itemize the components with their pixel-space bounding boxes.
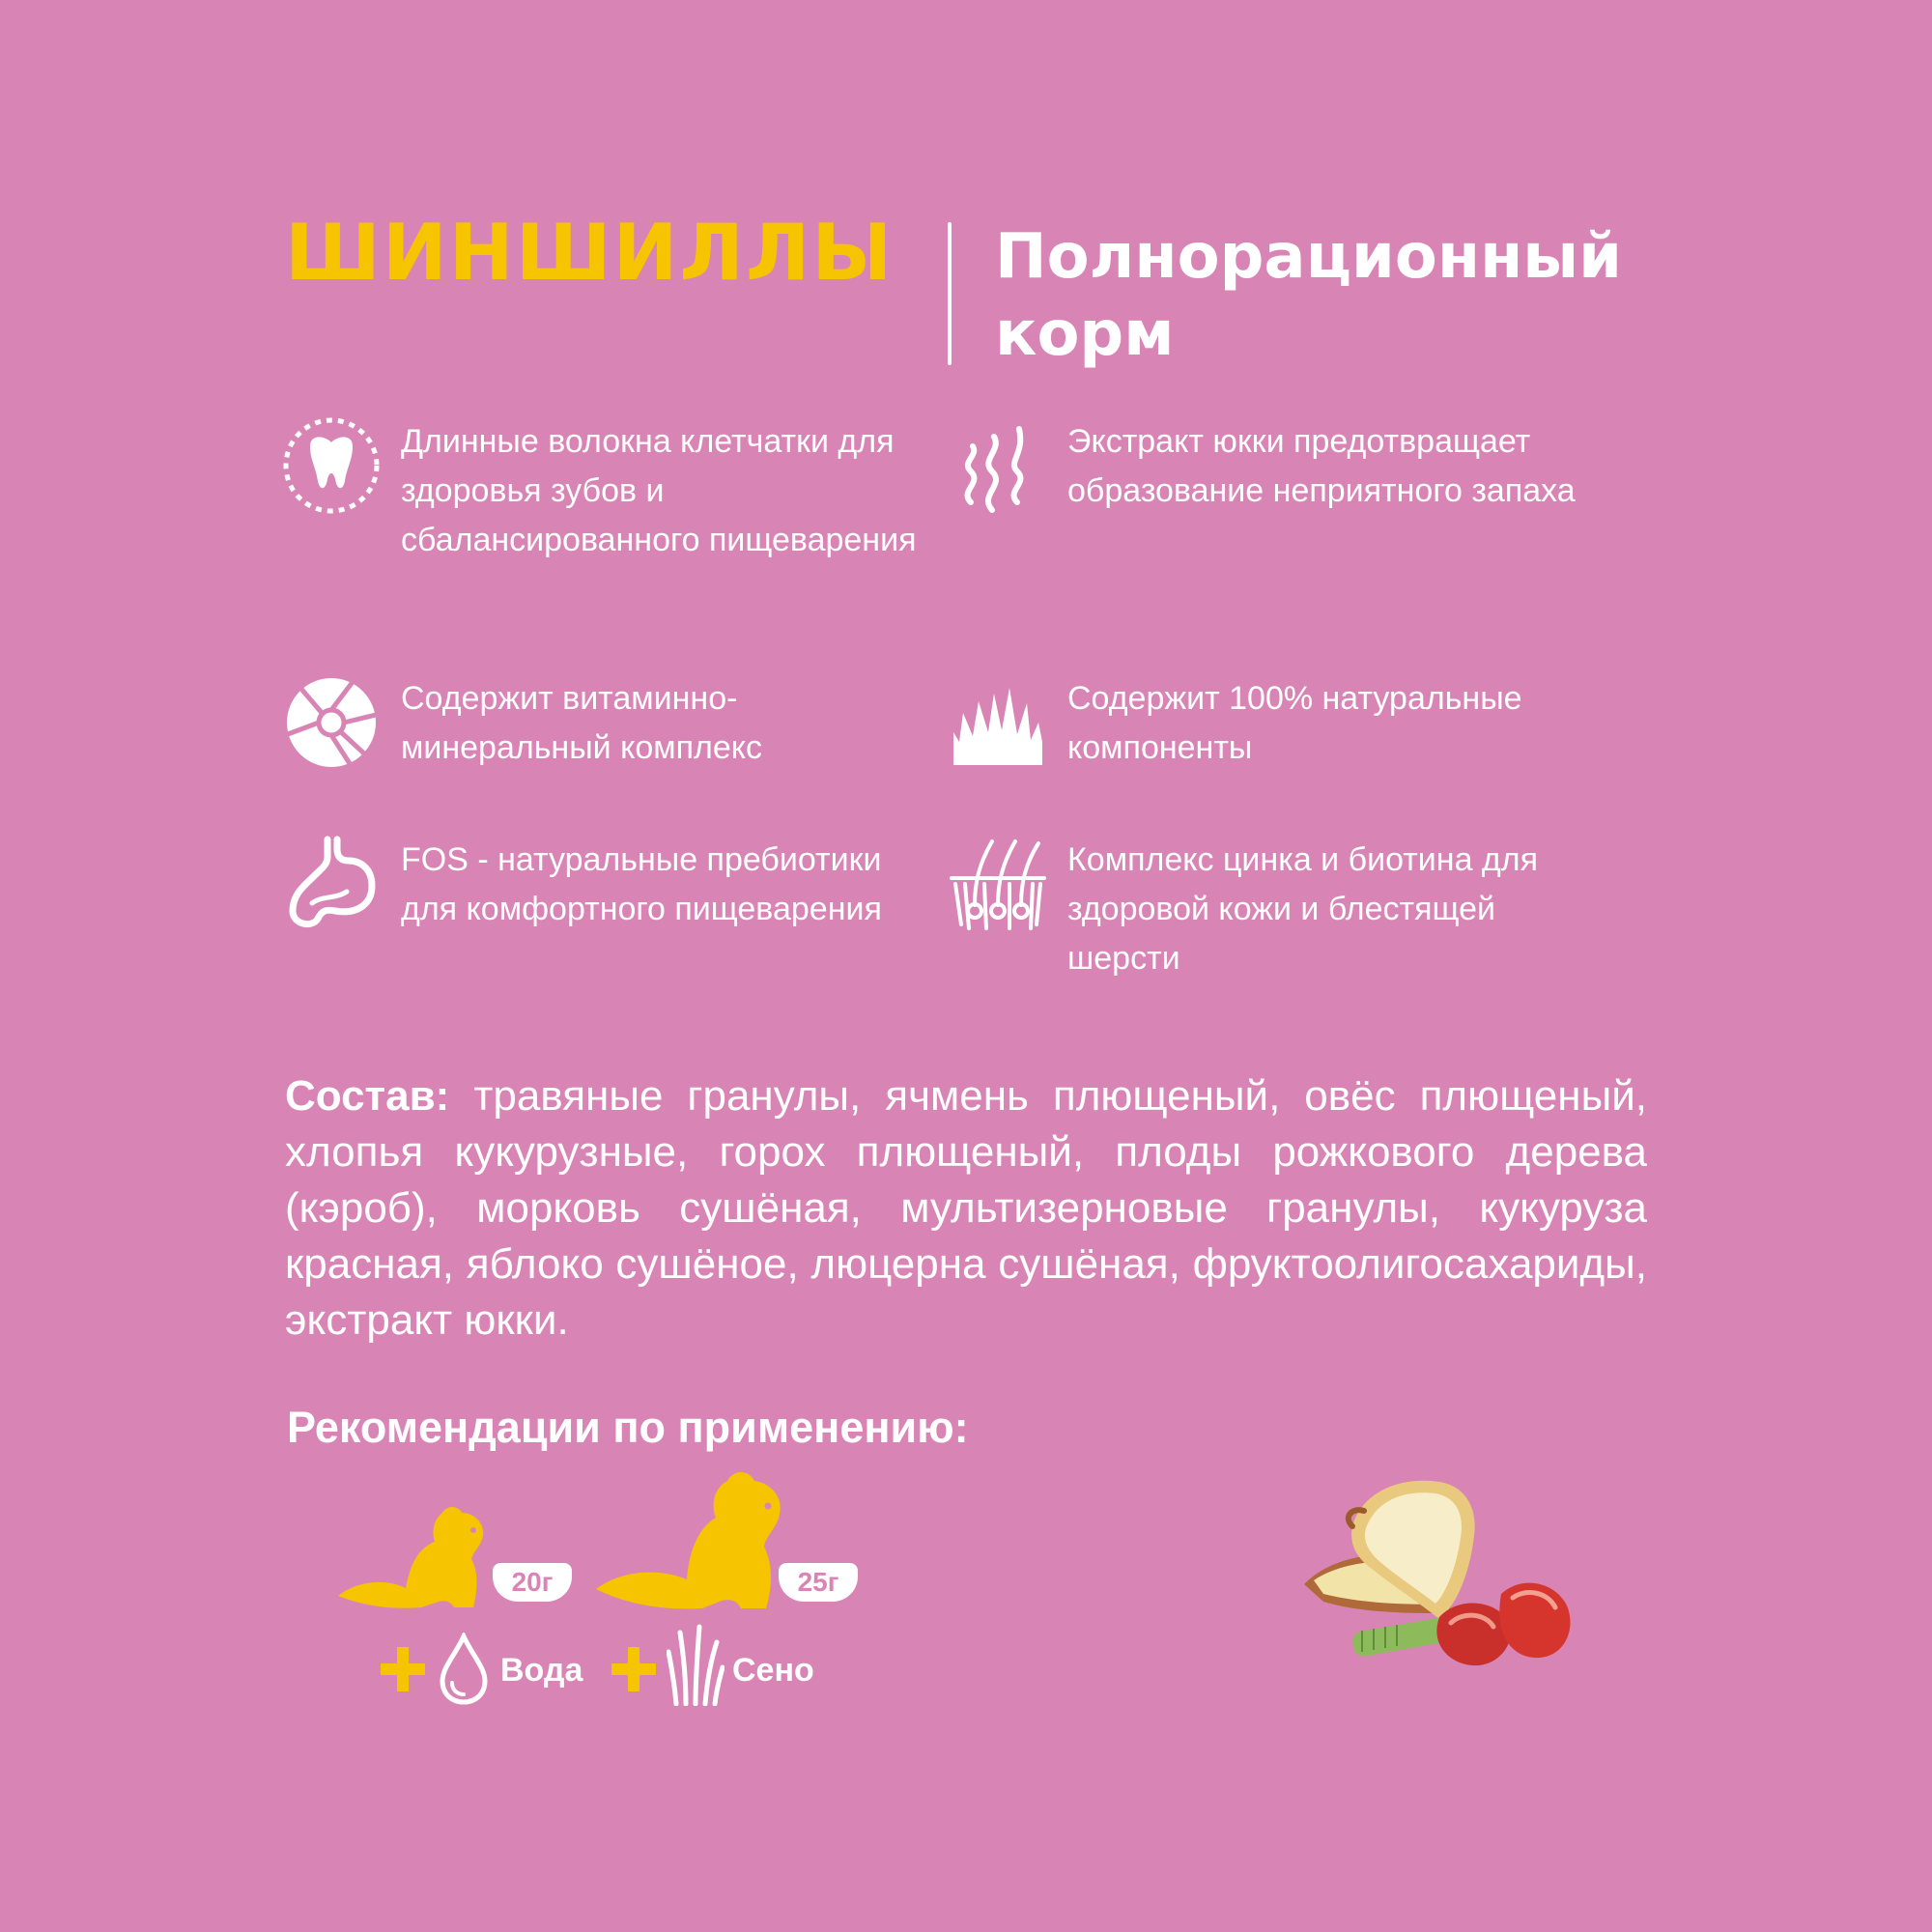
hair-follicle-icon — [950, 836, 1046, 932]
portion-amount-small: 20г — [493, 1563, 572, 1602]
feature-text: Комплекс цинка и биотина для здоровой кожи и блестящей шерсти — [1067, 841, 1539, 977]
tooth-icon — [283, 417, 380, 514]
odor-waves-icon — [950, 417, 1046, 514]
small-chinchilla-icon — [338, 1488, 502, 1613]
page-subtitle: Полнорационный корм — [995, 221, 1622, 370]
feature-text: Длинные волокна клетчатки для здоровья зубов и сбалансированного пищеварения — [401, 423, 917, 558]
page-title: ШИНШИЛЛЫ — [285, 208, 895, 298]
recommendations-title: Рекомендации по применению: — [287, 1403, 969, 1452]
feature-text: Экстракт юкки предотвращает образование неприятного запаха — [1067, 423, 1576, 509]
portion-amount-large: 25г — [779, 1563, 858, 1602]
large-chinchilla-icon — [596, 1454, 799, 1613]
food-ingredients-image — [1294, 1468, 1604, 1690]
addon-label-water: Вода — [500, 1652, 583, 1689]
hay-icon — [667, 1623, 724, 1706]
addon-label-hay: Сено — [732, 1652, 814, 1689]
composition-label: Состав: — [285, 1072, 450, 1120]
grass-icon — [950, 674, 1046, 771]
title-divider — [948, 222, 952, 365]
composition-text — [285, 1068, 1647, 1349]
feature-text: Содержит витаминно-минеральный комплекс — [401, 680, 763, 766]
feature-text: FOS - натуральные пребиотики для комфортного пищеварения — [401, 841, 882, 927]
vitamin-shutter-icon — [283, 674, 380, 771]
water-drop-icon — [437, 1633, 491, 1706]
plus-icon — [381, 1647, 425, 1691]
composition-body: травяные гранулы, ячмень плющеный, овёс плющеный, хлопья кукурузные, горох плющеный, плоды рожкового дерева (кэроб), морковь сушёная, мультизерновые гранулы, кукуруза красная, яблоко сушёное, люцерна сушёная, фруктоолигосахариды, экстракт юкки. — [285, 1072, 1647, 1344]
feature-text: Содержит 100% натуральные компоненты — [1067, 680, 1522, 766]
plus-icon — [611, 1647, 656, 1691]
stomach-icon — [283, 836, 380, 932]
